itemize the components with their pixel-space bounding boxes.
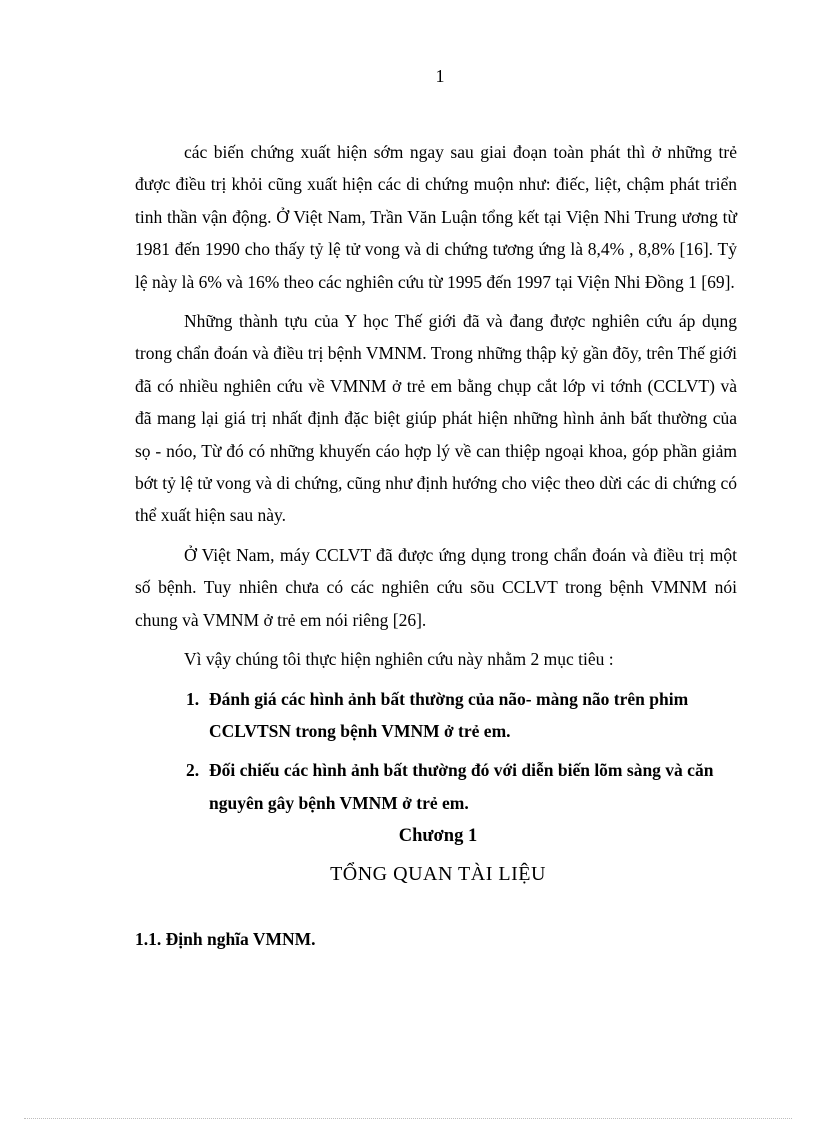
objective-text: Đối chiếu các hình ảnh bất thường đó với diễn biến lõm sàng và căn nguyên gây bệnh VMNM ở trẻ em. [209, 760, 714, 813]
objective-number: 2. [186, 760, 200, 781]
section-heading: 1.1. Định nghĩa VMNM. [135, 928, 316, 949]
chapter-title: TỔNG QUAN TÀI LIỆU [330, 862, 546, 885]
paragraph-vietnam-ct: Ở Việt Nam, máy CCLVT đã được ứng dụng trong chẩn đoán và điều trị một số bệnh. Tuy nhiên chưa có các nghiên cứu sõu CCLVT trong bệnh VMNM nói chung và VMNM ở trẻ em nói riêng [26]. [135, 544, 737, 630]
page-bottom-divider [24, 1118, 792, 1119]
objective-item [135, 754, 737, 819]
paragraph-complications: các biến chứng xuất hiện sớm ngay sau giai đoạn toàn phát thì ở những trẻ được điều trị khỏi cũng xuất hiện các di chứng muộn như: điếc, liệt, chậm phát triển tinh thần vận động. Ở Việt Nam, Trần Văn Luận tổng kết tại Viện Nhi Trung ương từ 1981 đến 1990 cho thấy tỷ lệ tử vong và di chứng tương ứng là 8,4% , 8,8% [16]. Tỷ lệ này là 6% và 16% theo các nghiên cứu từ 1995 đến 1997 tại Viện Nhi Đồng 1 [69]. [135, 142, 737, 292]
objective-text: Đánh giá các hình ảnh bất thường của não- màng não trên phim CCLVTSN trong bệnh VMNM ở trẻ em. [209, 688, 689, 741]
objective-number: 1. [186, 688, 200, 709]
page-number: 1 [435, 66, 445, 86]
objectives-list [135, 683, 737, 820]
chapter-label: Chương 1 [398, 826, 478, 847]
paragraph-objectives-intro: Vì vậy chúng tôi thực hiện nghiên cứu này nhằm 2 mục tiêu : [184, 649, 614, 670]
document-body [135, 136, 737, 955]
objective-item [135, 683, 737, 748]
paragraph-achievements: Những thành tựu của Y học Thế giới đã và đang được nghiên cứu áp dụng trong chẩn đoán và điều trị bệnh VMNM. Trong những thập kỷ gần đõy, trên Thế giới đã có nhiều nghiên cứu về VMNM ở trẻ em bằng chụp cắt lớp vi tớnh (CCLVT) và đã mang lại giá trị nhất định đặc biệt giúp phát hiện những hình ảnh bất thường của sọ - nóo, Từ đó có những khuyến cáo hợp lý về can thiệp ngoại khoa, góp phần giảm bớt tỷ lệ tử vong và di chứng, cũng như định hướng cho việc theo dừi các di chứng có thể xuất hiện sau này. [135, 311, 737, 526]
